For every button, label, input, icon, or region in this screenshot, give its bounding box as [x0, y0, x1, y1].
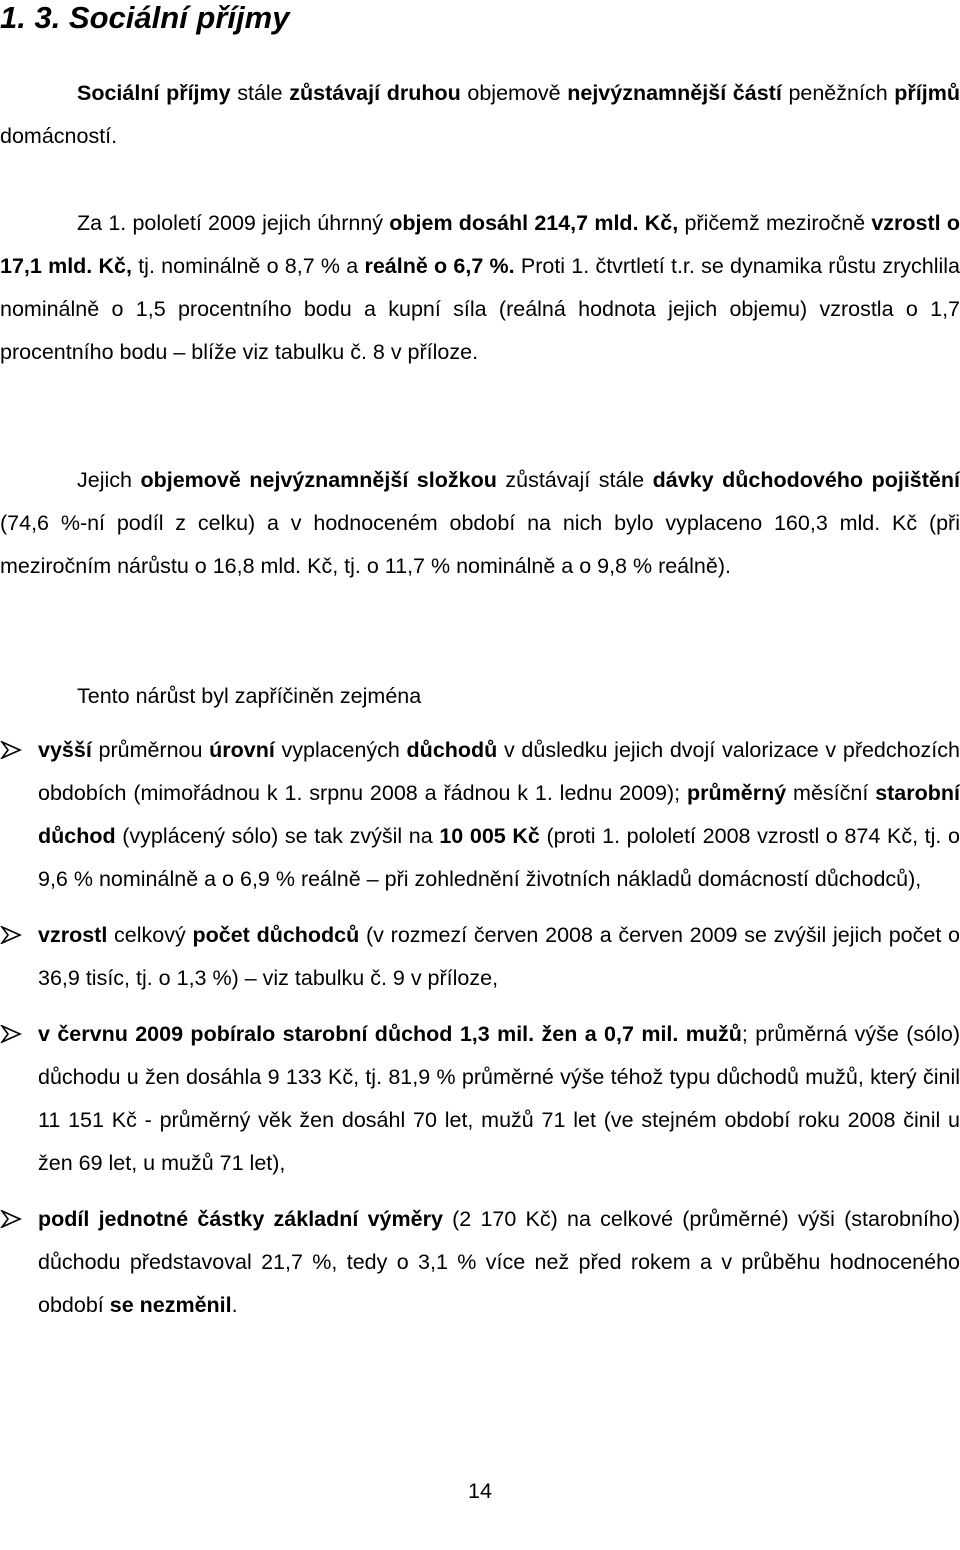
- paragraph-volume: [0, 202, 960, 374]
- text-run: Jejich: [77, 468, 141, 492]
- bold-text-run: v červnu 2009 pobíralo starobní důchod 1,3 mil. žen a 0,7 mil. mužů: [38, 1022, 742, 1046]
- bold-text-run: reálně o 6,7 %.: [364, 254, 515, 278]
- section-heading: 1. 3. Sociální příjmy: [0, 0, 290, 35]
- bold-text-run: úrovní: [209, 738, 275, 762]
- list-item-text: [38, 1022, 960, 1175]
- text-run: Tento nárůst byl zapříčiněn zejména: [77, 684, 422, 708]
- bold-text-run: Sociální příjmy: [77, 81, 231, 105]
- bold-text-run: vzrostl: [38, 923, 108, 947]
- bold-text-run: objemově nejvýznamnější složkou: [140, 468, 497, 492]
- text-run: peněžních: [781, 81, 895, 105]
- text-run: Za 1. pololetí 2009 jejich úhrnný: [77, 211, 390, 235]
- text-run: v důsledku jejich dvojí valorizace v předchozích obdobích (mimořádnou k 1. srpnu 2008 a řádnou k 1. lednu 2009);: [38, 738, 960, 805]
- text-run: (2 170 Kč) na celkové (průměrné) výši (starobního) důchodu představoval 21,7 %, tedy o 3,1 % více než před rokem a v průběhu hodnoceného období: [38, 1207, 960, 1317]
- list-item: [0, 729, 960, 901]
- bold-text-run: se nezměnil: [109, 1293, 232, 1317]
- text-run: měsíční: [786, 781, 876, 805]
- bold-text-run: průměrný: [687, 781, 787, 805]
- paragraph-growth-causes: [0, 675, 960, 718]
- bold-text-run: vzrostl o 17,1 mld. Kč,: [0, 211, 960, 278]
- text-run: vyplacených: [274, 738, 407, 762]
- bold-text-run: počet důchodců: [192, 923, 360, 947]
- bold-text-run: zůstávají druhou: [289, 81, 461, 105]
- text-run: průměrnou: [91, 738, 210, 762]
- text-run: Proti 1. čtvrtletí t.r. se dynamika růstu zrychlila nominálně o 1,5 procentního bodu a kupní síla (reálná hodnota jejich objemu) vzrostla o 1,7 procentního bodu – blíže viz tabulku č. 8 v příloze.: [0, 254, 960, 364]
- list-item: [0, 914, 960, 1000]
- bold-text-run: podíl jednotné částky základní výměry: [38, 1207, 443, 1231]
- text-run: (vyplácený sólo) se tak zvýšil na: [115, 824, 440, 848]
- arrowhead-bullet-icon: [0, 1025, 22, 1043]
- text-run: (proti 1. pololetí 2008 vzrostl o 874 Kč, tj. o 9,6 % nominálně a o 6,9 % reálně – při zohlednění životních nákladů domácností důchodců),: [38, 824, 960, 891]
- bold-text-run: 10 005 Kč: [439, 824, 540, 848]
- list-item-text: [38, 923, 960, 990]
- text-run: domácností.: [0, 124, 118, 148]
- text-run: stále: [230, 81, 290, 105]
- cause-list: [0, 729, 960, 1327]
- bold-text-run: vyšší: [38, 738, 92, 762]
- page-number: 14: [468, 1479, 492, 1503]
- arrowhead-bullet-icon: [0, 926, 22, 944]
- bold-text-run: příjmů: [894, 81, 960, 105]
- text-run: ; průměrná výše (sólo) důchodu u žen dosáhla 9 133 Kč, tj. 81,9 % průměrné výše téhož typu důchodů mužů, který činil 11 151 Kč - průměrný věk žen dosáhl 70 let, mužů 71 let (ve stejném období roku 2008 činil u žen 69 let, u mužů 71 let),: [38, 1022, 960, 1175]
- list-item: [0, 1198, 960, 1327]
- bold-text-run: nejvýznamnější částí: [567, 81, 782, 105]
- bold-text-run: dávky důchodového pojištění: [652, 468, 960, 492]
- paragraph-intro: [0, 72, 960, 158]
- text-run: přičemž meziročně: [678, 211, 872, 235]
- arrowhead-bullet-icon: [0, 741, 22, 759]
- text-run: (v rozmezí červen 2008 a červen 2009 se zvýšil jejich počet o 36,9 tisíc, tj. o 1,3 %) – viz tabulku č. 9 v příloze,: [38, 923, 960, 990]
- list-item: [0, 1013, 960, 1185]
- bold-text-run: starobní důchod: [38, 781, 960, 848]
- paragraph-pension-benefits: [0, 459, 960, 588]
- text-run: (74,6 %-ní podíl z celku) a v hodnoceném období na nich bylo vyplaceno 160,3 mld. Kč (při meziročním nárůstu o 16,8 mld. Kč, tj. o 11,7 % nominálně a o 9,8 % reálně).: [0, 511, 960, 578]
- bold-text-run: důchodů: [406, 738, 498, 762]
- text-run: tj. nominálně o 8,7 % a: [131, 254, 365, 278]
- text-run: objemově: [460, 81, 568, 105]
- list-item-text: [38, 738, 960, 891]
- text-run: zůstávají stále: [496, 468, 653, 492]
- arrowhead-bullet-icon: [0, 1210, 22, 1228]
- list-item-text: [38, 1207, 960, 1317]
- text-run: celkový: [107, 923, 193, 947]
- text-run: .: [231, 1293, 238, 1317]
- bold-text-run: objem dosáhl 214,7 mld. Kč,: [389, 211, 679, 235]
